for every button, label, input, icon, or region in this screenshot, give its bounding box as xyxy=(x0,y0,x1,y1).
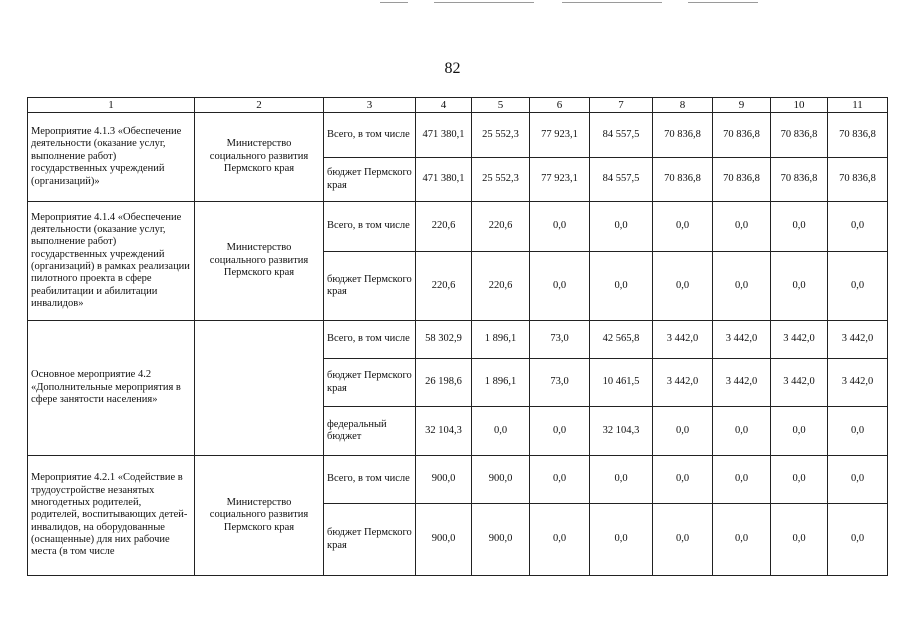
value-cell: 0,0 xyxy=(590,202,653,252)
activity-executor xyxy=(195,321,324,456)
column-header: 11 xyxy=(828,98,888,113)
value-cell: 84 557,5 xyxy=(590,158,653,202)
value-cell: 0,0 xyxy=(828,456,888,504)
table-row xyxy=(28,202,888,252)
value-cell: 32 104,3 xyxy=(590,407,653,456)
column-header: 8 xyxy=(653,98,713,113)
activity-name: Мероприятие 4.1.4 «Обеспечение деятельности (оказание услуг, выполнение работ) государственных учреждений (организаций) в рамках реализации пилотного проекта в сфере реабилитации и абилитации инвалидов» xyxy=(28,202,195,321)
funding-source: Всего, в том числе xyxy=(324,202,416,252)
column-header: 5 xyxy=(472,98,530,113)
value-cell: 220,6 xyxy=(472,252,530,321)
value-cell: 0,0 xyxy=(828,504,888,576)
value-cell: 3 442,0 xyxy=(828,359,888,407)
top-rule-2 xyxy=(434,2,534,3)
activity-name: Мероприятие 4.1.3 «Обеспечение деятельности (оказание услуг, выполнение работ) государственных учреждений (организаций)» xyxy=(28,113,195,202)
value-cell: 0,0 xyxy=(713,504,771,576)
top-rule-4 xyxy=(688,2,758,3)
header-row xyxy=(28,98,888,113)
value-cell: 220,6 xyxy=(416,202,472,252)
value-cell: 0,0 xyxy=(713,252,771,321)
value-cell: 0,0 xyxy=(653,252,713,321)
value-cell: 70 836,8 xyxy=(653,113,713,158)
value-cell: 900,0 xyxy=(416,504,472,576)
column-header: 2 xyxy=(195,98,324,113)
activity-name: Мероприятие 4.2.1 «Содействие в трудоустройстве незанятых многодетных родителей, родителей, воспитывающих детей-инвалидов, на оборудованные (оснащенные) для них рабочие места (в том числе xyxy=(28,456,195,576)
funding-source: бюджет Пермского края xyxy=(324,359,416,407)
budget-table xyxy=(27,97,888,576)
column-header: 1 xyxy=(28,98,195,113)
value-cell: 0,0 xyxy=(653,407,713,456)
value-cell: 70 836,8 xyxy=(653,158,713,202)
value-cell: 0,0 xyxy=(771,202,828,252)
value-cell: 220,6 xyxy=(472,202,530,252)
value-cell: 0,0 xyxy=(771,407,828,456)
value-cell: 84 557,5 xyxy=(590,113,653,158)
activity-name: Основное мероприятие 4.2 «Дополнительные мероприятия в сфере занятости населения» xyxy=(28,321,195,456)
value-cell: 0,0 xyxy=(590,252,653,321)
table-row xyxy=(28,113,888,158)
value-cell: 3 442,0 xyxy=(653,321,713,359)
value-cell: 0,0 xyxy=(530,504,590,576)
value-cell: 0,0 xyxy=(771,252,828,321)
value-cell: 0,0 xyxy=(530,202,590,252)
funding-source: федеральный бюджет xyxy=(324,407,416,456)
value-cell: 0,0 xyxy=(472,407,530,456)
value-cell: 70 836,8 xyxy=(713,158,771,202)
table-row xyxy=(28,456,888,504)
value-cell: 471 380,1 xyxy=(416,113,472,158)
value-cell: 0,0 xyxy=(771,504,828,576)
value-cell: 0,0 xyxy=(713,456,771,504)
value-cell: 900,0 xyxy=(472,456,530,504)
value-cell: 0,0 xyxy=(653,456,713,504)
value-cell: 70 836,8 xyxy=(828,113,888,158)
column-header: 7 xyxy=(590,98,653,113)
value-cell: 0,0 xyxy=(530,407,590,456)
activity-executor: Министерство социального развития Пермского края xyxy=(195,456,324,576)
value-cell: 70 836,8 xyxy=(713,113,771,158)
value-cell: 0,0 xyxy=(653,202,713,252)
value-cell: 26 198,6 xyxy=(416,359,472,407)
funding-source: бюджет Пермского края xyxy=(324,252,416,321)
value-cell: 77 923,1 xyxy=(530,158,590,202)
value-cell: 1 896,1 xyxy=(472,359,530,407)
column-header: 3 xyxy=(324,98,416,113)
activity-executor: Министерство социального развития Пермского края xyxy=(195,202,324,321)
value-cell: 0,0 xyxy=(828,407,888,456)
funding-source: бюджет Пермского края xyxy=(324,504,416,576)
funding-source: Всего, в том числе xyxy=(324,456,416,504)
page-number: 82 xyxy=(444,60,461,77)
value-cell: 3 442,0 xyxy=(771,359,828,407)
value-cell: 58 302,9 xyxy=(416,321,472,359)
value-cell: 0,0 xyxy=(653,504,713,576)
value-cell: 900,0 xyxy=(416,456,472,504)
value-cell: 25 552,3 xyxy=(472,113,530,158)
column-header: 4 xyxy=(416,98,472,113)
funding-source: Всего, в том числе xyxy=(324,113,416,158)
value-cell: 25 552,3 xyxy=(472,158,530,202)
value-cell: 73,0 xyxy=(530,321,590,359)
value-cell: 73,0 xyxy=(530,359,590,407)
value-cell: 0,0 xyxy=(713,202,771,252)
value-cell: 0,0 xyxy=(530,252,590,321)
funding-source: Всего, в том числе xyxy=(324,321,416,359)
value-cell: 3 442,0 xyxy=(653,359,713,407)
value-cell: 3 442,0 xyxy=(828,321,888,359)
value-cell: 0,0 xyxy=(828,252,888,321)
value-cell: 70 836,8 xyxy=(828,158,888,202)
value-cell: 32 104,3 xyxy=(416,407,472,456)
value-cell: 70 836,8 xyxy=(771,158,828,202)
value-cell: 0,0 xyxy=(590,456,653,504)
value-cell: 42 565,8 xyxy=(590,321,653,359)
value-cell: 0,0 xyxy=(771,456,828,504)
value-cell: 900,0 xyxy=(472,504,530,576)
column-header: 6 xyxy=(530,98,590,113)
value-cell: 0,0 xyxy=(828,202,888,252)
value-cell: 1 896,1 xyxy=(472,321,530,359)
value-cell: 10 461,5 xyxy=(590,359,653,407)
value-cell: 220,6 xyxy=(416,252,472,321)
column-header: 10 xyxy=(771,98,828,113)
table-row xyxy=(28,321,888,359)
top-rule-1 xyxy=(380,2,408,3)
value-cell: 3 442,0 xyxy=(713,359,771,407)
value-cell: 0,0 xyxy=(530,456,590,504)
value-cell: 471 380,1 xyxy=(416,158,472,202)
value-cell: 3 442,0 xyxy=(771,321,828,359)
activity-executor: Министерство социального развития Пермского края xyxy=(195,113,324,202)
value-cell: 77 923,1 xyxy=(530,113,590,158)
top-rule-3 xyxy=(562,2,662,3)
value-cell: 0,0 xyxy=(590,504,653,576)
value-cell: 0,0 xyxy=(713,407,771,456)
column-header: 9 xyxy=(713,98,771,113)
value-cell: 3 442,0 xyxy=(713,321,771,359)
value-cell: 70 836,8 xyxy=(771,113,828,158)
funding-source: бюджет Пермского края xyxy=(324,158,416,202)
